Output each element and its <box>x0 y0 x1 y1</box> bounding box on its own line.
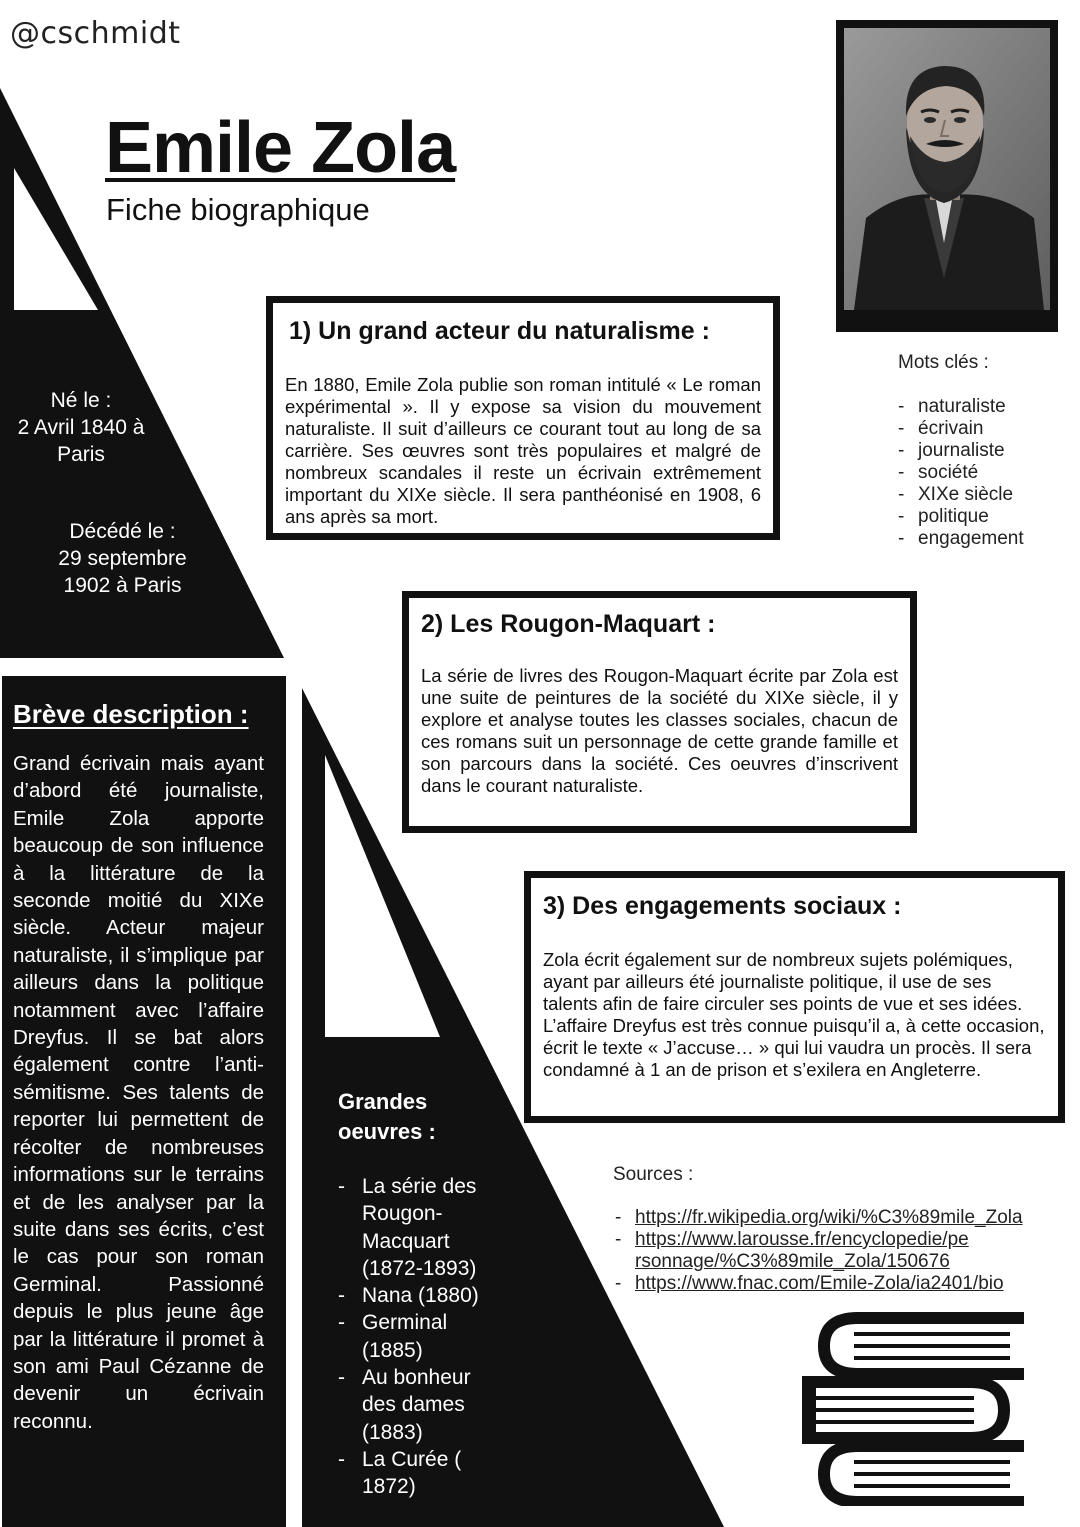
description-title: Brève description : <box>13 699 249 729</box>
keyword-item: - naturaliste <box>898 396 1024 418</box>
keyword-item: - XIXe siècle <box>898 484 1024 506</box>
work-item: - La Curée ( 1872) <box>336 1446 496 1501</box>
description-text: Grand écrivain mais ayant d’abord été journaliste, Emile Zola apporte beaucoup de son influence à la littérature de la seconde moitié du XIXe siècle. Acteur majeur naturaliste, il s’implique par ailleurs dans la politique notamment avec l’affaire Dreyfus. Il se bat alors également contre l’anti-sémitisme. Ses talents de reporter lui permettent de récolter de nombreuses informations sur le terrains et de les analyser par la suite dans ses écrits, c’est le cas pour son roman Germinal. Passionné depuis le plus jeune âge par la littérature il promet à son ami Paul Cézanne de devenir un écrivain reconnu. <box>13 752 264 1433</box>
death-label: Décédé le : <box>69 520 176 543</box>
portrait-image <box>844 28 1050 310</box>
keyword-item: - société <box>898 462 1024 484</box>
work-item: - Germinal (1885) <box>336 1309 496 1364</box>
section-title: 2) Les Rougon-Maquart : <box>421 610 716 638</box>
works-title-text: Grandes oeuvres : <box>338 1089 436 1144</box>
work-item: - Au bonheur des dames (1883) <box>336 1364 496 1446</box>
keywords-label: Mots clés : <box>898 352 989 373</box>
keywords-list <box>898 396 1024 550</box>
source-item <box>613 1207 1023 1229</box>
birth-date: 2 Avril 1840 à <box>17 416 145 439</box>
section-text: En 1880, Emile Zola publie son roman intitulé « Le roman expérimental ». Il y expose sa vision du mouvement naturaliste. Il suit d’ailleurs ce courant tout au long de sa carrière. Ses œuvres sont très populaires et malgré de nombreux scandales il reste un écrivain extrêmement important du XIXe siècle. Il sera panthéonisé en 1908, 6 ans après sa mort. <box>285 374 761 527</box>
section-text: La série de livres des Rougon-Maquart écrite par Zola est une suite de peintures de la société du XIXe siècle, il y explore et analyse toutes les classes sociales, chacun de ces romans suit un personnage de cette grande famille et son parcours dans la société. Ces oeuvres d’inscrivent dans le courant naturaliste. <box>421 665 898 796</box>
birth-info <box>0 387 162 468</box>
section-title: 1) Un grand acteur du naturalisme : <box>289 317 710 345</box>
birth-place: Paris <box>57 443 105 466</box>
portrait-photo <box>844 28 1050 310</box>
death-place: 1902 à Paris <box>63 574 182 597</box>
source-link[interactable]: https://www.larousse.fr/encyclopedie/personnage/%C3%89mile_Zola/150676 <box>635 1229 969 1272</box>
work-item: - Nana (1880) <box>336 1282 496 1309</box>
death-date: 29 septembre <box>58 547 187 570</box>
keyword-item: - politique <box>898 506 1024 528</box>
page-title: Emile Zola <box>105 108 456 188</box>
works-title <box>338 1087 448 1147</box>
section-naturalisme <box>266 296 780 540</box>
author-handle: @cschmidt <box>10 16 181 51</box>
page-subtitle: Fiche biographique <box>106 192 370 227</box>
death-info <box>40 518 205 599</box>
source-link[interactable]: https://fr.wikipedia.org/wiki/%C3%89mile_Zola <box>635 1207 1023 1228</box>
works-list <box>336 1173 496 1501</box>
sources-label: Sources : <box>613 1164 694 1185</box>
section-title: 3) Des engagements sociaux : <box>543 892 902 920</box>
book-stack-icon <box>800 1310 1026 1506</box>
portrait-frame <box>836 20 1058 332</box>
source-link[interactable]: https://www.fnac.com/Emile-Zola/ia2401/bio <box>635 1273 1004 1294</box>
keyword-item: - engagement <box>898 528 1024 550</box>
keyword-item: - écrivain <box>898 418 1024 440</box>
sources-list <box>613 1207 1023 1295</box>
source-item <box>613 1229 1023 1273</box>
work-item: - La série des Rougon-Macquart (1872-1893) <box>336 1173 496 1282</box>
keyword-item: - journaliste <box>898 440 1024 462</box>
section-engagements <box>524 871 1065 1123</box>
birth-label: Né le : <box>50 389 112 412</box>
section-rougon-maquart <box>402 591 917 833</box>
section-text: Zola écrit également sur de nombreux sujets polémiques, ayant par ailleurs été journaliste politique, il use de ses talents afin de faire circuler ses points de vue et ses idées. L’affaire Dreyfus est très connue puisqu’il a, à cette occasion, écrit le texte « J’accuse… » qui lui vaudra un procès. Il sera condamné à 1 an de prison et s’exilera en Angleterre. <box>543 949 1045 1080</box>
top-triangle-cutout <box>14 168 98 310</box>
source-item <box>613 1273 1023 1295</box>
